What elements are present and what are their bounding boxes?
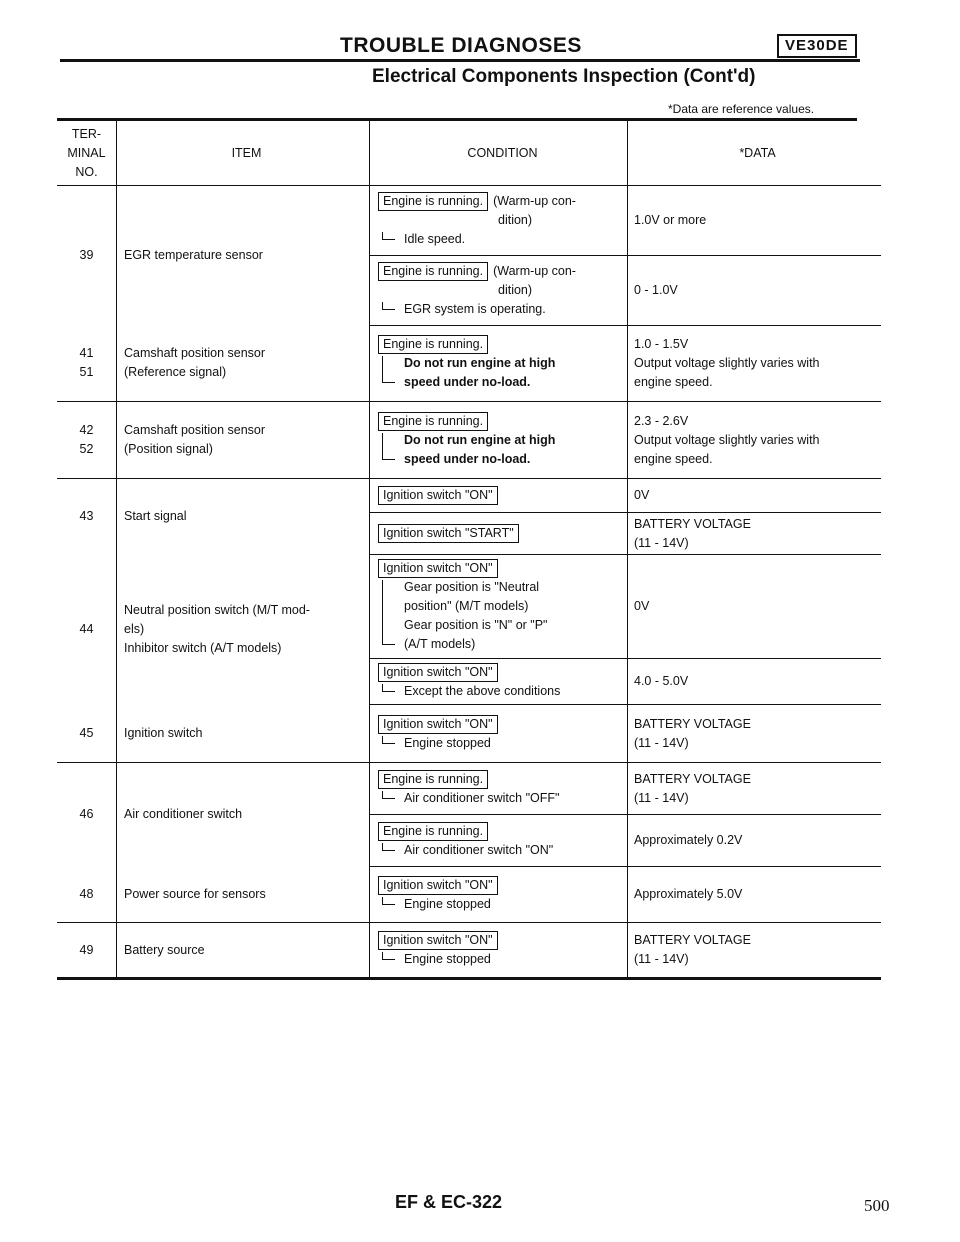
section-footer: EF & EC-322 — [395, 1192, 503, 1212]
condition-detail: Do not run engine at high speed under no-load. — [382, 354, 627, 392]
item-name: Neutral position switch (M/T mod- els) Inhibitor switch (A/T models) — [117, 555, 370, 705]
condition-detail: Air conditioner switch "OFF" — [382, 789, 627, 808]
terminal-number: 49 — [57, 923, 117, 979]
data-value: Approximately 5.0V — [628, 867, 882, 923]
condition-state-box: Ignition switch "ON" — [378, 559, 498, 578]
data-value: 1.0 - 1.5V Output voltage slightly varies with engine speed. — [628, 326, 882, 402]
table-row — [57, 479, 881, 513]
item-name: Start signal — [117, 479, 370, 555]
terminal-number: 43 — [57, 479, 117, 555]
terminal-number: 46 — [57, 763, 117, 867]
condition-cell — [370, 326, 628, 402]
data-value: 0V — [628, 555, 882, 659]
condition-cell — [370, 479, 628, 513]
data-value: BATTERY VOLTAGE (11 - 14V) — [628, 923, 882, 979]
terminal-number: 44 — [57, 555, 117, 705]
table-row — [57, 763, 881, 815]
condition-state-box: Ignition switch "ON" — [378, 931, 498, 950]
condition-cell: Engine is running. (Warm-up con- dition) Idle speed. — [370, 186, 628, 256]
condition-state-box: Engine is running. — [378, 335, 488, 354]
header-condition: CONDITION — [370, 121, 628, 186]
condition-detail: Engine stopped — [382, 895, 627, 914]
table-row — [57, 867, 881, 923]
header-rule — [60, 59, 860, 62]
data-value: 0V — [628, 479, 882, 513]
reference-note: *Data are reference values. — [668, 102, 815, 116]
item-name: Camshaft position sensor (Reference signal) — [117, 326, 370, 402]
item-name: EGR temperature sensor — [117, 186, 370, 326]
condition-state-box: Ignition switch "ON" — [378, 663, 498, 682]
table-header-row — [57, 121, 881, 186]
item-name: Ignition switch — [117, 705, 370, 763]
condition-state-box: Engine is running. — [378, 822, 488, 841]
condition-state-box: Ignition switch "ON" — [378, 876, 498, 895]
section-subtitle: Electrical Components Inspection (Cont'd) — [372, 66, 756, 87]
item-name: Power source for sensors — [117, 867, 370, 923]
item-name: Camshaft position sensor (Position signal) — [117, 402, 370, 479]
data-value: 4.0 - 5.0V — [628, 659, 882, 705]
condition-detail: EGR system is operating. — [382, 300, 627, 319]
condition-cell — [370, 659, 628, 705]
terminal-number: 41 51 — [57, 326, 117, 402]
table-row — [57, 555, 881, 659]
condition-detail: Air conditioner switch "ON" — [382, 841, 627, 860]
item-name: Battery source — [117, 923, 370, 979]
table-row — [57, 923, 881, 979]
data-value: BATTERY VOLTAGE (11 - 14V) — [628, 513, 882, 555]
terminal-number: 42 52 — [57, 402, 117, 479]
header-data: *DATA — [628, 121, 882, 186]
condition-detail: Gear position is "Neutral position" (M/T models) Gear position is "N" or "P" (A/T models) — [382, 578, 627, 654]
page-title: TROUBLE DIAGNOSES — [340, 34, 582, 57]
page-number: 500 — [864, 1196, 890, 1215]
data-value: 1.0V or more — [628, 186, 882, 256]
condition-cell — [370, 705, 628, 763]
table-row — [57, 402, 881, 479]
data-value: BATTERY VOLTAGE (11 - 14V) — [628, 763, 882, 815]
condition-state-box: Ignition switch "ON" — [378, 486, 498, 505]
terminal-number: 45 — [57, 705, 117, 763]
condition-detail: Do not run engine at high speed under no-load. — [382, 431, 627, 469]
condition-state-box: Engine is running. — [378, 770, 488, 789]
condition-cell — [370, 763, 628, 815]
header-item: ITEM — [117, 121, 370, 186]
item-name: Air conditioner switch — [117, 763, 370, 867]
data-value: 2.3 - 2.6V Output voltage slightly varies with engine speed. — [628, 402, 882, 479]
condition-cell — [370, 867, 628, 923]
condition-cell — [370, 402, 628, 479]
condition-cell — [370, 815, 628, 867]
table-row — [57, 186, 881, 256]
table-row — [57, 705, 881, 763]
data-value: Approximately 0.2V — [628, 815, 882, 867]
condition-detail: Engine stopped — [382, 950, 627, 969]
engine-code-badge: VE30DE — [777, 34, 857, 58]
condition-cell — [370, 923, 628, 979]
condition-cell — [370, 513, 628, 555]
inspection-table — [57, 121, 881, 980]
condition-state-box: Engine is running. — [378, 412, 488, 431]
terminal-number: 48 — [57, 867, 117, 923]
header-terminal: TER- MINAL NO. — [57, 121, 117, 186]
condition-cell: Engine is running. (Warm-up con- dition) EGR system is operating. — [370, 256, 628, 326]
condition-state-box: Ignition switch "ON" — [378, 715, 498, 734]
condition-detail: Engine stopped — [382, 734, 627, 753]
condition-detail: Idle speed. — [382, 230, 627, 249]
condition-state-box: Engine is running. — [378, 262, 488, 281]
terminal-number: 39 — [57, 186, 117, 326]
data-value: 0 - 1.0V — [628, 256, 882, 326]
condition-cell — [370, 555, 628, 659]
condition-detail: Except the above conditions — [382, 682, 627, 701]
table-row — [57, 326, 881, 402]
condition-state-box: Engine is running. — [378, 192, 488, 211]
condition-state-box: Ignition switch "START" — [378, 524, 519, 543]
data-value: BATTERY VOLTAGE (11 - 14V) — [628, 705, 882, 763]
